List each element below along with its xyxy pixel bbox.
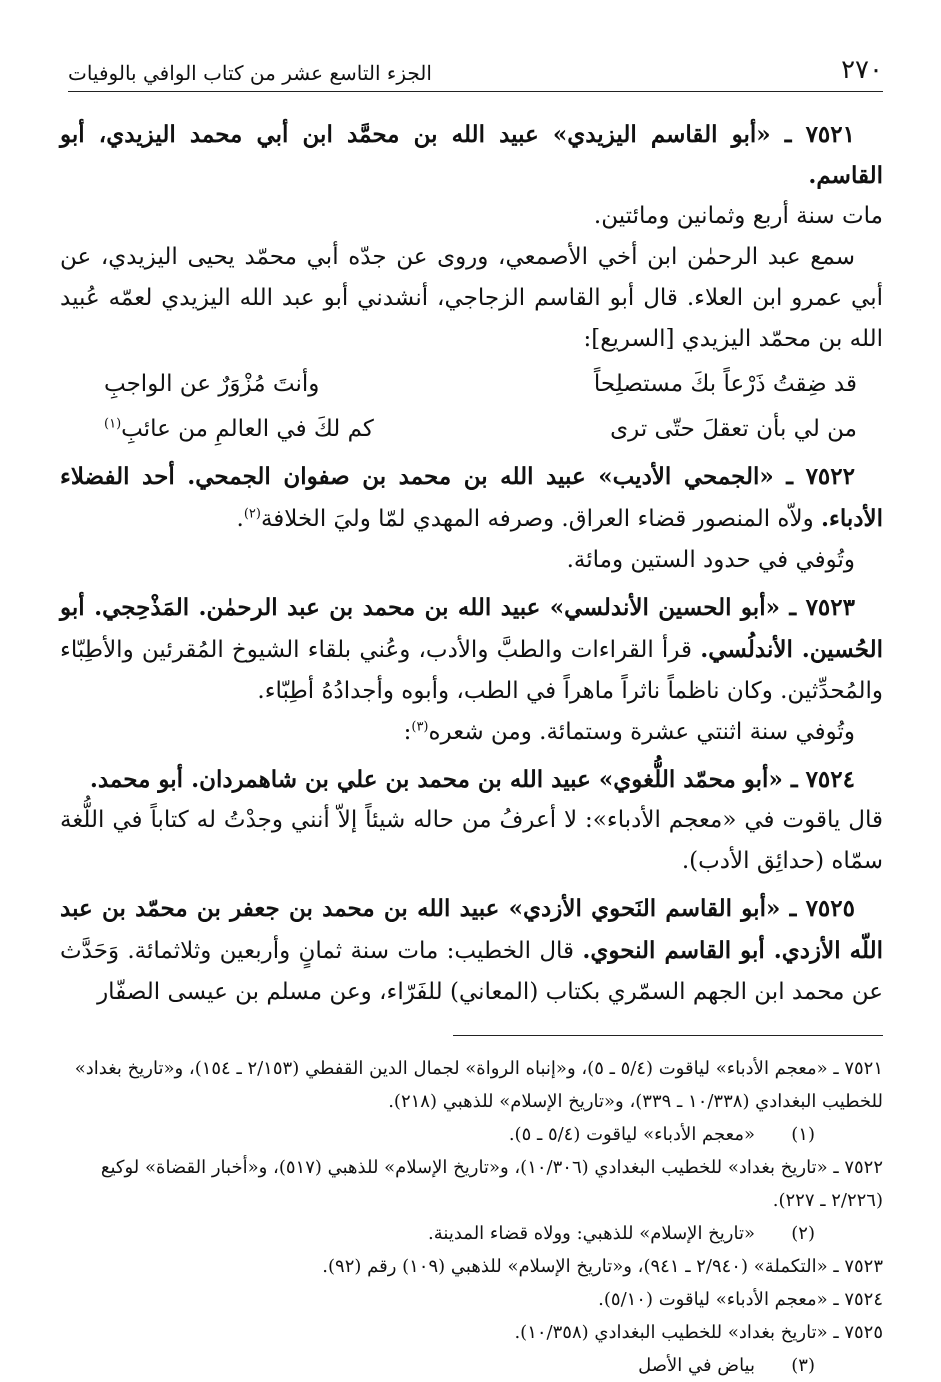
page-number: ٢٧٠ [841, 55, 883, 85]
entry-text: سمع عبد الرحمٰن ابن أخي الأصمعي، وروى عن جدّه أبي محمّد يحيى اليزيدي، عن أبي عمرو ابن العلاء. قال أبو القاسم الزجاجي، أنشدني أبو عبد الله اليزيدي لعمّه عُبيد الله بن محمّد اليزيدي [السريع]: [60, 244, 883, 352]
footnote-ref: (١) [104, 416, 122, 432]
entry-text: قرأ القراءات والطبَّ والأدب، وعُني بلقاء الشيوخ المُقرئين والأطِبّاء والمُحدِّثين. وكان ناظماً ناثراً ماهراً في الطب، وأبوه وأجدادُهُ أطِبّاء. [60, 637, 883, 704]
entry-7524 [60, 759, 883, 882]
footnote-text: «معجم الأدباء» لياقوت (٥/٤ ـ ٥). [508, 1124, 755, 1145]
entry-heading: ٧٥٢٣ ـ «أبو الحسين الأندلسي» عبيد الله بن محمد بن عبد الرحمٰن. المَذْحِجي. أبو الحُسين. الأندلُسي. [60, 594, 884, 663]
entry-text: وتُوفي في حدود الستين ومائة. [566, 547, 855, 573]
footnote-ref: (٣) [411, 719, 429, 735]
source-note-7524: ٧٥٢٤ ـ «معجم الأدباء» لياقوت (٥/١٠). [598, 1289, 883, 1310]
verse-hemistich: قد ضِقتُ ذَرْعاً بكَ مستصلِحاً [593, 371, 857, 397]
source-note-7521: ٧٥٢١ ـ «معجم الأدباء» لياقوت (٥/٤ ـ ٥)، و«إنباه الرواة» لجمال الدين القفطي (٢/١٥٣ ـ ١٥٤)، و«تاريخ بغداد» للخطيب البغدادي (١٠/٣٣٨ ـ ٣٣٩)، و«تاريخ الإسلام» للذهبي (٢١٨). [74, 1058, 883, 1112]
entry-paragraph [60, 456, 883, 540]
footnote-3 [60, 1349, 883, 1382]
entry-paragraph [60, 712, 883, 753]
footnote-number: (٣) [791, 1355, 815, 1376]
entry-text: مات سنة أربع وثمانين ومائتين. [593, 203, 883, 229]
entry-text: ولاّه المنصور قضاء العراق. وصرفه المهدي لمّا وليَ الخلافة [260, 506, 814, 532]
source-note-7522: ٧٥٢٢ ـ «تاريخ بغداد» للخطيب البغدادي (١٠/٣٠٦)، و«تاريخ الإسلام» للذهبي (٥١٧)، و«أخبار القضاة» لوكيع (٢/٢٢٦ ـ ٢٢٧). [100, 1157, 883, 1211]
entry-text: قال ياقوت في «معجم الأدباء»: لا أعرفُ من حاله شيئاً إلاّ أنني وجدْتُ له كتاباً في اللُّغة سمّاه (حدائِق الأدب). [60, 807, 883, 874]
footnote-1 [60, 1118, 883, 1151]
footnote-text: «تاريخ الإسلام» للذهبي: وولاه قضاء المدينة. [428, 1223, 755, 1244]
entry-text-end: : [403, 719, 412, 745]
footnote-divider [453, 1035, 883, 1036]
entry-7525 [60, 888, 883, 1013]
verse-hemistich: وأنتَ مُزْوَرٌ عن الواجبِ [104, 371, 320, 397]
entry-paragraph [60, 888, 883, 1013]
entry-7523 [60, 587, 883, 753]
entry-text: وتُوفي سنة اثنتي عشرة وستمائة. ومن شعره [428, 719, 855, 745]
entry-heading: ٧٥٢٢ ـ «الجمحي الأديب» عبيد الله بن محمد بن صفوان الجمحي. أحد الفضلاء الأدباء. [60, 463, 883, 532]
entry-7522 [60, 456, 883, 581]
entry-heading: ٧٥٢٥ ـ «أبو القاسم النَحوي الأزدي» عبيد الله بن محمد بن جعفر بن محمّد بن عبد اللّه الأزدي. أبو القاسم النحوي. [60, 895, 884, 964]
entry-heading: ٧٥٢١ ـ «أبو القاسم اليزيدي» عبيد الله بن محمَّد ابن أبي محمد اليزيدي، أبو القاسم. [60, 121, 883, 189]
footnote-ref: (٢) [243, 506, 261, 522]
footnote-number: (٢) [791, 1223, 815, 1244]
footnotes [60, 1052, 883, 1382]
verse-text: كم لكَ في العالمِ من عائبِ [121, 416, 374, 442]
footnote-number: (١) [791, 1124, 815, 1145]
entry-text-end: . [236, 506, 244, 532]
entry-heading: ٧٥٢٤ ـ «أبو محمّد اللُّغوي» عبيد الله بن محمد بن علي بن شاهمردان. أبو محمد. [89, 766, 855, 793]
entry-text: قال الخطيب: مات سنة ثمانٍ وأربعين وثلاثمائة. وَحَدَّث عن محمد ابن الجهم السمّري بكتاب (المعاني) للفَرّاء، وعن مسلم بن عيسى الصفّار [60, 938, 883, 1005]
entry-paragraph [60, 587, 883, 712]
verse-hemistich [104, 409, 374, 450]
source-note-7525: ٧٥٢٥ ـ «تاريخ بغداد» للخطيب البغدادي (١٠/٣٥٨). [514, 1322, 883, 1343]
running-title: الجزء التاسع عشر من كتاب الوافي بالوفيات [68, 61, 432, 85]
verse-line [60, 409, 883, 450]
main-text [60, 114, 883, 1013]
footnote-2 [60, 1217, 883, 1250]
verse-line [60, 364, 883, 405]
verse-hemistich: من لي بأن تعقلَ حتّى ترى [610, 416, 857, 442]
entry-7521 [60, 114, 883, 450]
source-note-7523: ٧٥٢٣ ـ «التكملة» (٢/٩٤٠ ـ ٩٤١)، و«تاريخ الإسلام» للذهبي (١٠٩) رقم (٩٢). [322, 1256, 883, 1277]
page-header [68, 0, 883, 92]
footnote-text: بياض في الأصل [638, 1355, 755, 1376]
